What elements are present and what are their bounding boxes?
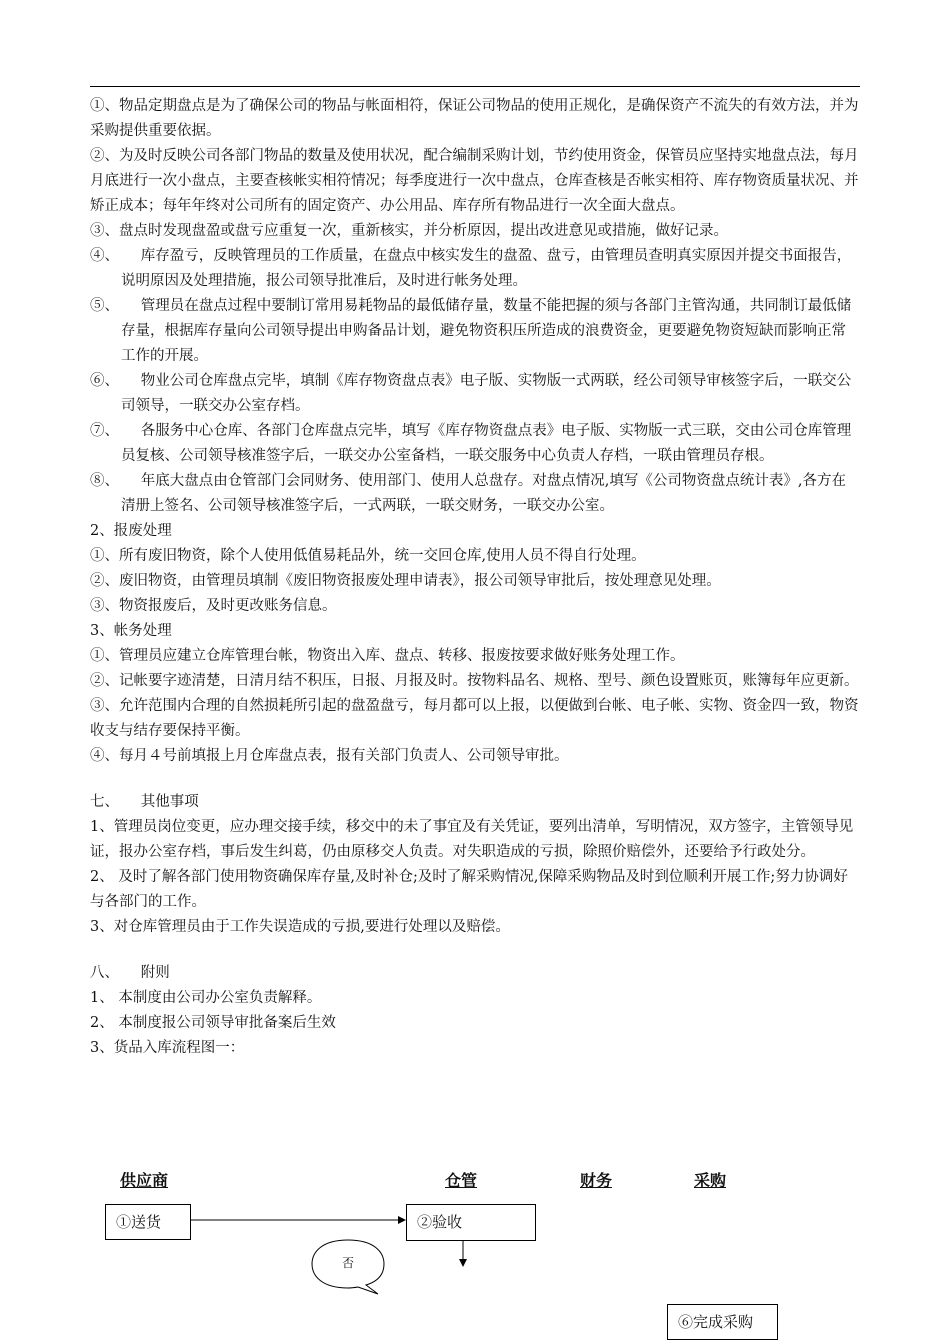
- paragraph: ①、所有废旧物资，除个人使用低值易耗品外，统一交回仓库,使用人员不得自行处理。: [90, 548, 646, 564]
- paragraph: 3、帐务处理: [90, 623, 172, 639]
- speech-bubble-text: 否: [341, 1256, 354, 1270]
- paragraph: ③、盘点时发现盘盈或盘亏应重复一次，重新核实，并分析原因，提出改进意见或措施，做好记录。: [90, 223, 728, 239]
- paragraph: ②、记帐要字迹清楚，日清月结不积压，日报、月报及时。按物料品名、规格、型号、颜色设置账页，账簿每年应更新。: [90, 673, 859, 689]
- paragraph: ②、为及时反映公司各部门物品的数量及使用状况，配合编制采购计划，节约使用资金，保管员应坚持实地盘点法，每月月底进行一次小盘点，主要查核帐实相符情况；每季度进行一次中盘点，仓库查核是否帐实相符、库存物资质量状况、并矫正成本；每年年终对公司所有的固定资产、办公用品、库存所有物品进行一次全面大盘点。: [90, 148, 859, 214]
- paragraph: ①、物品定期盘点是为了确保公司的物品与帐面相符，保证公司物品的使用正规化，是确保资产不流失的有效方法，并为采购提供重要依据。: [90, 98, 859, 139]
- flow-header-supplier: 供应商: [120, 1171, 169, 1190]
- paragraph: 1、 本制度由公司办公室负责解释。: [90, 990, 322, 1006]
- paragraph: 3、对仓库管理员由于工作失误造成的亏损,要进行处理以及赔偿。: [90, 919, 510, 935]
- paragraph: 2、 本制度报公司领导审批备案后生效: [90, 1015, 336, 1031]
- paragraph: 八、 附则: [90, 965, 170, 981]
- paragraph: ②、废旧物资，由管理员填制《废旧物资报废处理申请表》，报公司领导审批后，按处理意见处理。: [90, 573, 721, 589]
- flow-header-warehouse: 仓管: [445, 1171, 478, 1190]
- paragraph: ④、 库存盈亏，反映管理员的工作质量，在盘点中核实发生的盘盈、盘亏，由管理员查明真实原因并提交书面报告，说明原因及处理措施，报公司领导批准后，及时进行帐务处理。: [90, 248, 852, 289]
- paragraph: ⑧、 年底大盘点由仓管部门会同财务、使用部门、使用人总盘存。对盘点情况,填写《公司物资盘点统计表》,各方在清册上签名、公司领导核准签字后，一式两联，一联交财务，一联交办公室。: [90, 473, 846, 514]
- paragraph: 3、货品入库流程图一：: [90, 1040, 245, 1056]
- paragraph: ⑤、 管理员在盘点过程中要制订常用易耗物品的最低储存量，数量不能把握的须与各部门主管沟通，共同制订最低储存量，根据库存量向公司领导提出申购备品计划，避免物资积压所造成的浪费资金，更要避免物资短缺而影响正常工作的开展。: [90, 298, 852, 364]
- paragraph: ④、每月４号前填报上月仓库盘点表，报有关部门负责人、公司领导审批。: [90, 748, 569, 764]
- flow-box-deliver: ①送货: [105, 1204, 191, 1240]
- paragraph: ③、允许范围内合理的自然损耗所引起的盘盈盘亏，每月都可以上报，以便做到台帐、电子帐、实物、资金四一致，物资收支与结存要保持平衡。: [90, 698, 859, 739]
- paragraph: ⑦、 各服务中心仓库、各部门仓库盘点完毕，填写《库存物资盘点表》电子版、实物版一式三联，交由公司仓库管理员复核、公司领导核准签字后，一联交办公室备档，一联交服务中心负责人存档，一联由管理员存根。: [90, 423, 852, 464]
- flow-box-complete-purchase: ⑥完成采购: [667, 1304, 778, 1340]
- paragraph: ③、物资报废后，及时更改账务信息。: [90, 598, 337, 614]
- paragraph: ①、管理员应建立仓库管理台帐，物资出入库、盘点、转移、报废按要求做好账务处理工作。: [90, 648, 685, 664]
- flow-header-purchase: 采购: [694, 1171, 727, 1190]
- paragraph: ⑥、 物业公司仓库盘点完毕，填制《库存物资盘点表》电子版、实物版一式两联，经公司领导审核签字后，一联交公司领导，一联交办公室存档。: [90, 373, 852, 414]
- paragraph: 2、报废处理: [90, 523, 172, 539]
- paragraph: 1、管理员岗位变更，应办理交接手续，移交中的未了事宜及有关凭证，要列出清单，写明情况，双方签字，主管领导见证，报办公室存档，事后发生纠葛，仍由原移交人负责。对失职造成的亏损，除照价赔偿外，还要给予行政处分。: [90, 819, 854, 860]
- flow-box-inspect: ②验收: [406, 1204, 536, 1241]
- flow-header-finance: 财务: [580, 1171, 613, 1190]
- paragraph: 2、 及时了解各部门使用物资确保库存量,及时补仓;及时了解采购情况,保障采购物品及时到位顺利开展工作;努力协调好与各部门的工作。: [90, 869, 848, 910]
- paragraph: 七、 其他事项: [90, 794, 199, 810]
